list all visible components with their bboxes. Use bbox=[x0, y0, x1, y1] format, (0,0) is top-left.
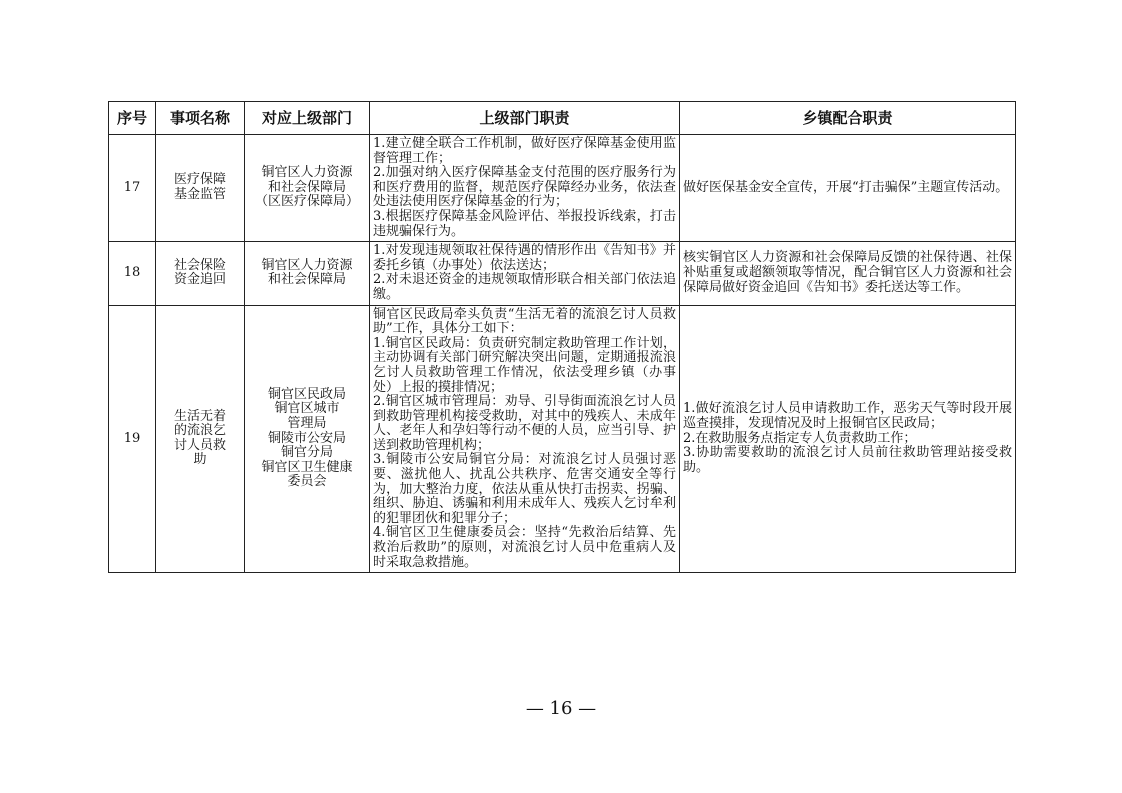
row-duties-line: 3.铜陵市公安局铜官分局：对流浪乞讨人员强讨恶要、滋扰他人、扰乱公共秩序、危害交通安全等行为，加大整治力度，依法从重从快打击拐卖、拐骗、组织、胁迫、诱骗和利用未成年人、残疾人乞讨牟利的犯罪团伙和犯罪分子； bbox=[373, 452, 676, 526]
row-duties-line: 4.铜官区卫生健康委员会：坚持“先救治后结算、先救治后救助”的原则，对流浪乞讨人员中危重病人及时采取急救措施。 bbox=[373, 525, 676, 570]
row-dept bbox=[245, 135, 370, 242]
row-dept-line: 铜官区卫生健康 bbox=[261, 459, 353, 475]
row-duties-line: 1.铜官区民政局：负责研究制定救助管理工作计划，主动协调有关部门研究解决突出问题，定期通报流浪乞讨人员救助管理工作情况，依法受理乡镇（办事处）上报的摸排情况； bbox=[373, 335, 676, 395]
row-town-duties-line: 做好医保基金安全宣传，开展“打击骗保”主题宣传活动。 bbox=[683, 179, 1009, 195]
row-dept-line: 铜陵市公安局 bbox=[267, 430, 346, 446]
header-item-name: 事项名称 bbox=[156, 102, 245, 135]
row-dept-line: 铜官区民政局 bbox=[267, 386, 346, 402]
row-item-name-line: 生活无着 bbox=[173, 408, 226, 424]
row-duties-line: 2.对未退还资金的违规领取情形联合相关部门依法追缴。 bbox=[373, 272, 676, 302]
row-item-name-line: 讨人员救 bbox=[173, 437, 226, 453]
duty-table bbox=[108, 101, 1016, 573]
row-dept-line: 管理局 bbox=[287, 415, 327, 431]
row-dept-line: 铜官区人力资源 bbox=[261, 257, 353, 273]
row-dept-line: 铜官分局 bbox=[280, 445, 333, 461]
row-town-duties-line: 1.做好流浪乞讨人员申请救助工作，恶劣天气等时段开展巡查摸排，发现情况及时上报铜官区民政局； bbox=[683, 401, 1012, 431]
row-item-name bbox=[156, 135, 245, 242]
row-town-duties-line: 2.在救助服务点指定专人负责救助工作； bbox=[683, 430, 917, 446]
row-duties-line: 2.加强对纳入医疗保障基金支付范围的医疗服务行为和医疗费用的监督，规范医疗保障经办业务，依法查处违法使用医疗保障基金的行为； bbox=[373, 165, 676, 210]
row-town-duties bbox=[680, 305, 1016, 573]
row-dept-line: 委员会 bbox=[287, 474, 327, 490]
row-dept-line: （区医疗保障局） bbox=[254, 194, 359, 210]
row-duties bbox=[370, 135, 680, 242]
row-town-duties bbox=[680, 242, 1016, 305]
row-dept bbox=[245, 305, 370, 573]
row-town-duties-line: 3.协助需要救助的流浪乞讨人员前往救助管理站接受救助。 bbox=[683, 445, 1012, 475]
row-item-name-line: 医疗保障 bbox=[173, 172, 226, 188]
row-duties-line: 2.铜官区城市管理局：劝导、引导街面流浪乞讨人员到救助管理机构接受救助，对其中的残疾人、未成年人、老年人和孕妇等行动不便的人员，应当引导、护送到救助管理机构； bbox=[373, 394, 676, 453]
row-duties bbox=[370, 305, 680, 573]
row-dept-line: 和社会保障局 bbox=[267, 179, 346, 195]
header-town: 乡镇配合职责 bbox=[680, 102, 1016, 135]
row-dept bbox=[245, 242, 370, 305]
table-row bbox=[109, 242, 1016, 305]
row-seq: 19 bbox=[109, 305, 156, 573]
row-item-name-line: 基金监管 bbox=[173, 187, 226, 203]
page-number: — 16 — bbox=[525, 698, 597, 719]
row-item-name-line: 助 bbox=[193, 452, 207, 468]
header-dept: 对应上级部门 bbox=[245, 102, 370, 135]
row-duties-line: 铜官区民政局牵头负责“生活无着的流浪乞讨人员救助”工作，具体分工如下： bbox=[373, 306, 676, 337]
header-duties: 上级部门职责 bbox=[370, 102, 680, 135]
row-seq: 17 bbox=[109, 135, 156, 242]
row-seq: 18 bbox=[109, 242, 156, 305]
table-row bbox=[109, 305, 1016, 573]
row-item-name-line: 社会保险 bbox=[173, 257, 226, 273]
row-duties-line: 1.建立健全联合工作机制，做好医疗保障基金使用监督管理工作； bbox=[373, 136, 676, 166]
row-town-duties bbox=[680, 135, 1016, 242]
header-seq: 序号 bbox=[109, 102, 156, 135]
row-duties-line: 1.对发现违规领取社保待遇的情形作出《告知书》并委托乡镇（办事处）依法送达； bbox=[373, 243, 676, 273]
header-row bbox=[109, 102, 1016, 135]
row-item-name bbox=[156, 305, 245, 573]
row-dept-line: 和社会保障局 bbox=[267, 272, 346, 288]
row-item-name bbox=[156, 242, 245, 305]
row-duties bbox=[370, 242, 680, 305]
row-item-name-line: 的流浪乞 bbox=[173, 423, 226, 439]
row-dept-line: 铜官区人力资源 bbox=[261, 165, 353, 181]
row-item-name-line: 资金追回 bbox=[173, 272, 226, 288]
row-town-duties-line: 核实铜官区人力资源和社会保障局反馈的社保待遇、社保补贴重复或超额领取等情况，配合铜官区人力资源和社会保障局做好资金追回《告知书》委托送达等工作。 bbox=[683, 250, 1012, 295]
row-dept-line: 铜官区城市 bbox=[274, 401, 340, 417]
table-row bbox=[109, 135, 1016, 242]
row-duties-line: 3.根据医疗保障基金风险评估、举报投诉线索，打击违规骗保行为。 bbox=[373, 208, 676, 239]
